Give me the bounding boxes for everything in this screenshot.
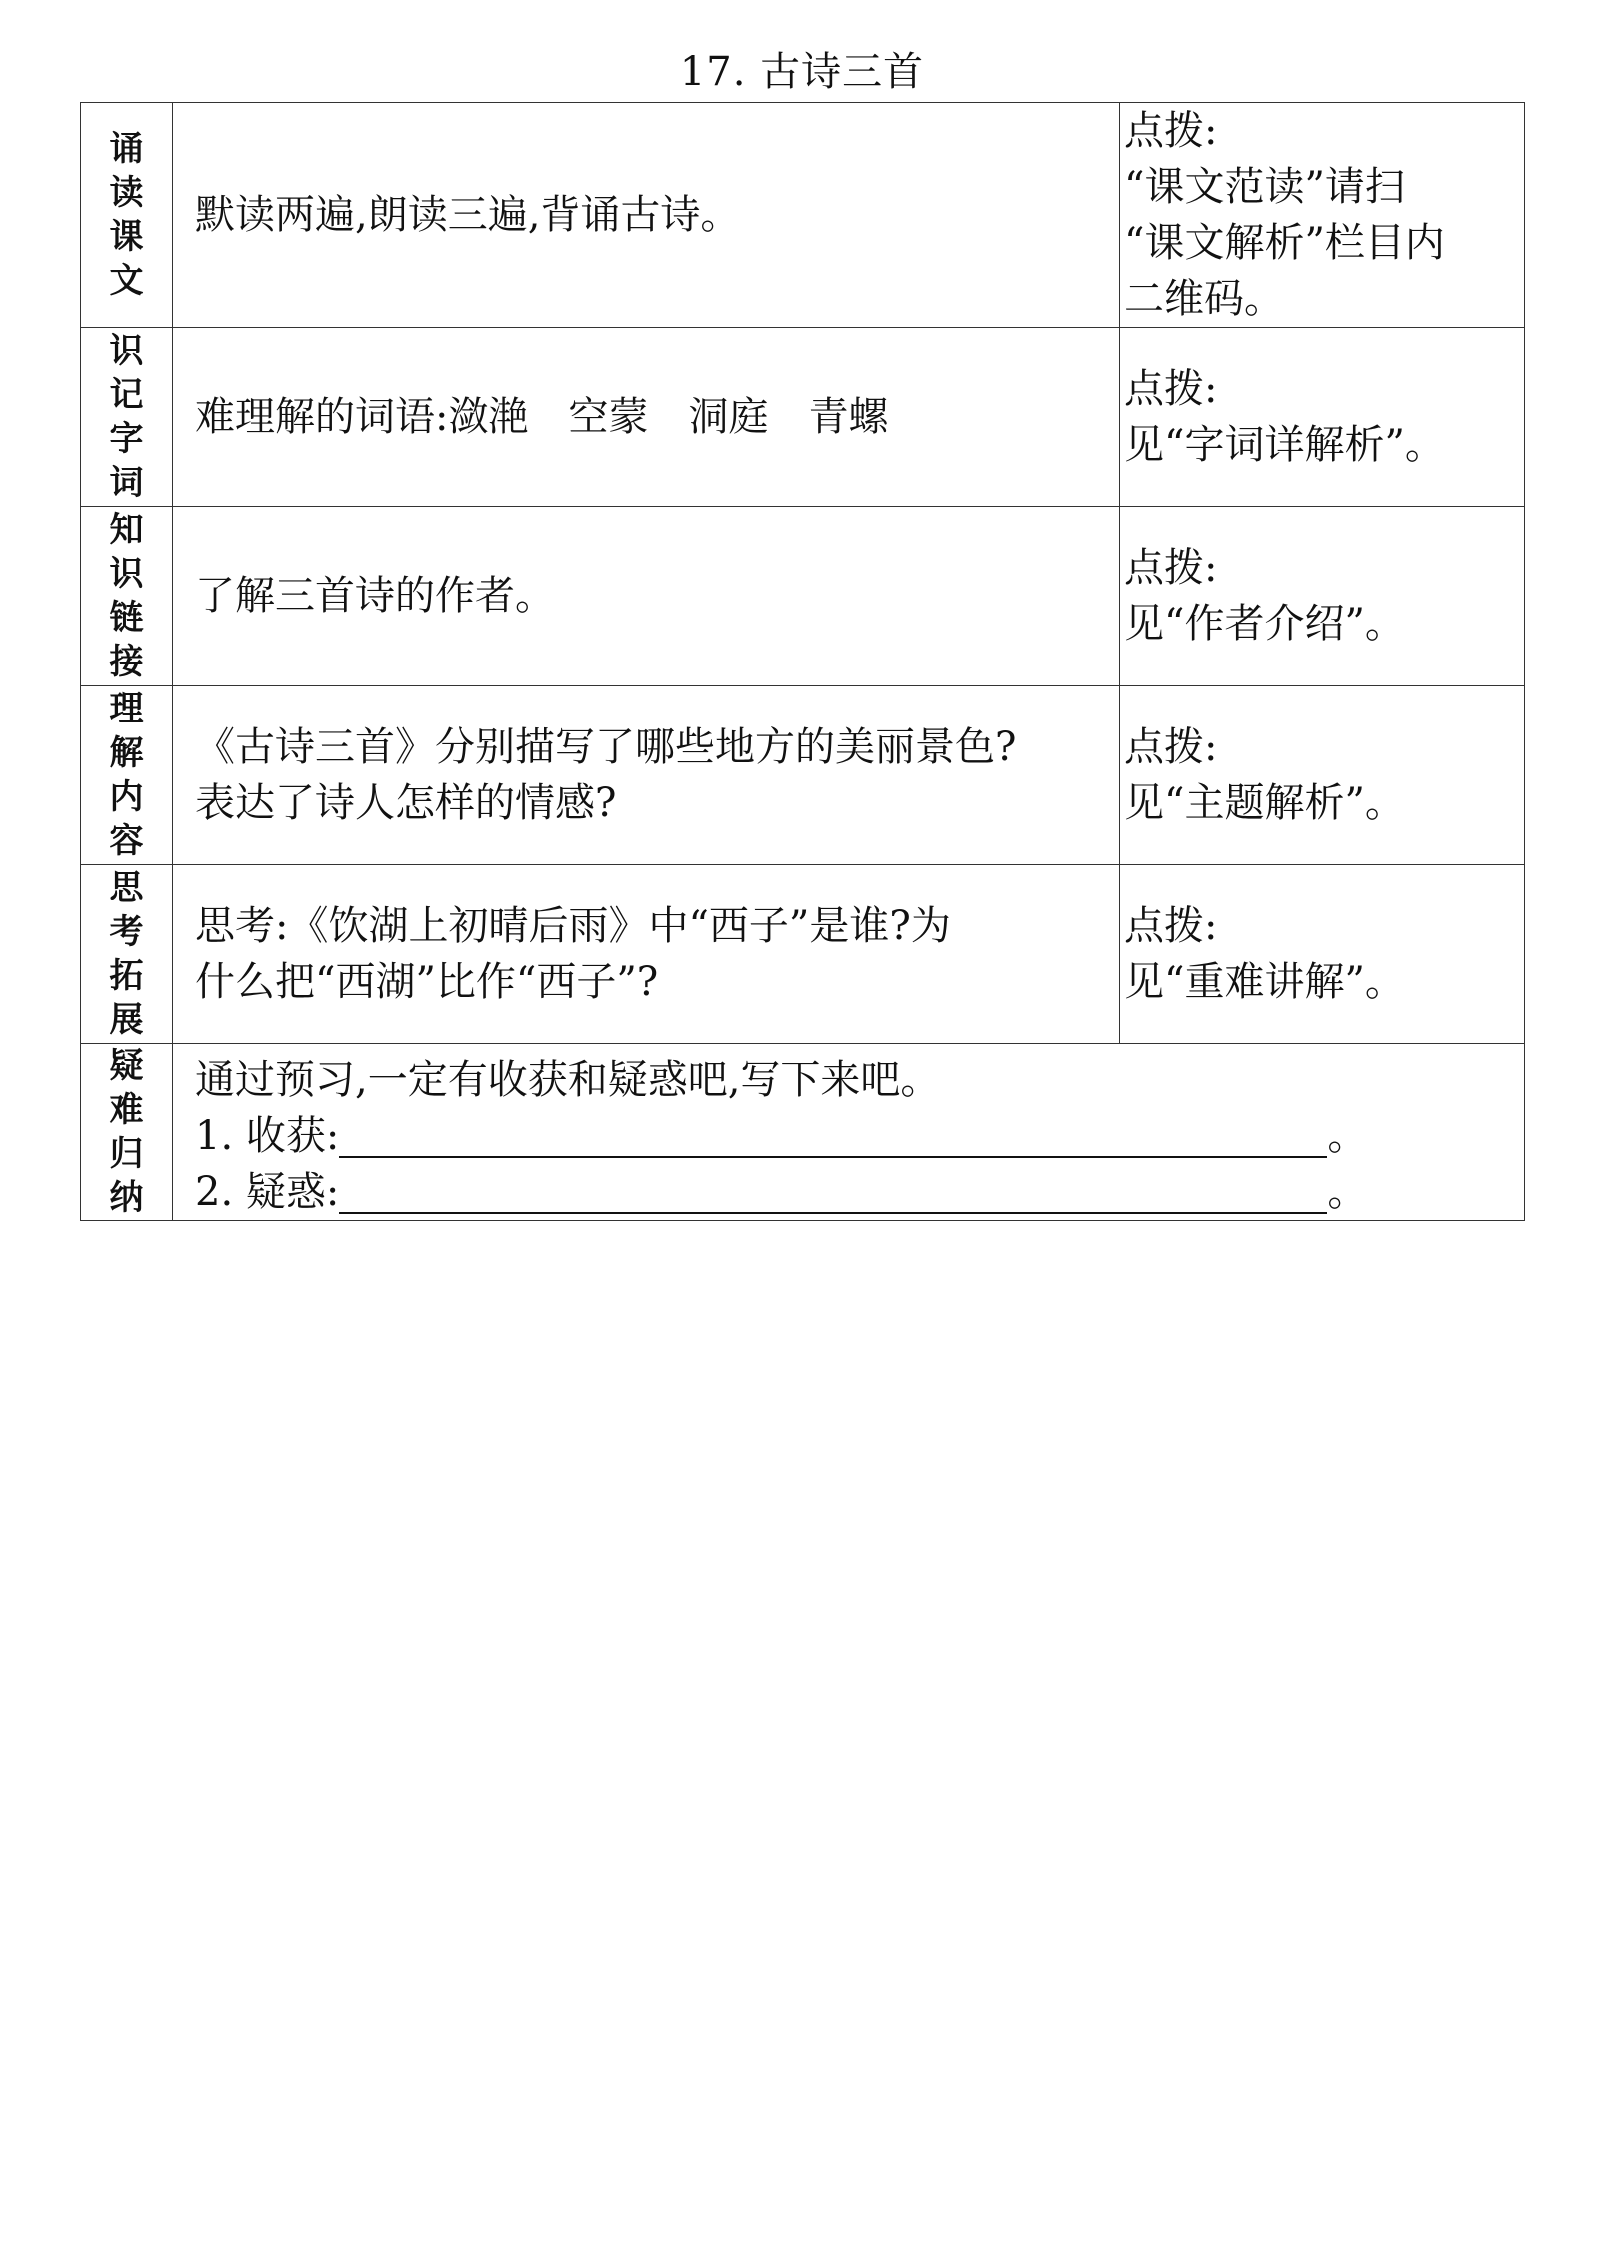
row-knowledge-link bbox=[81, 507, 1525, 686]
row-understand-content bbox=[81, 686, 1525, 865]
gain-answer-line[interactable] bbox=[339, 1112, 1327, 1158]
hint-recite: 点拨: “课文范读”请扫 “课文解析”栏目内 二维码。 bbox=[1120, 103, 1525, 328]
doubt-end-mark: 。 bbox=[1327, 1169, 1368, 1215]
doubt-answer-line[interactable] bbox=[339, 1168, 1327, 1214]
doubt-label: 2. 疑惑: bbox=[195, 1169, 340, 1215]
row-recite-text bbox=[81, 103, 1525, 328]
gain-label: 1. 收获: bbox=[195, 1113, 340, 1159]
preview-worksheet-table bbox=[80, 102, 1525, 1221]
row-summary bbox=[81, 1044, 1525, 1221]
hint-knowledge: 点拨: 见“作者介绍”。 bbox=[1120, 507, 1525, 686]
hint-understand: 点拨: 见“主题解析”。 bbox=[1120, 686, 1525, 865]
task-recite: 默读两遍,朗读三遍,背诵古诗。 bbox=[173, 103, 1120, 328]
section-label-understand: 理 解 内 容 bbox=[81, 686, 173, 865]
section-label-words: 识 记 字 词 bbox=[81, 328, 173, 507]
hint-think: 点拨: 见“重难讲解”。 bbox=[1120, 865, 1525, 1044]
section-label-summary: 疑 难 归 纳 bbox=[81, 1044, 173, 1221]
task-knowledge: 了解三首诗的作者。 bbox=[173, 507, 1120, 686]
doubt-row bbox=[195, 1164, 1524, 1220]
task-words: 难理解的词语:潋滟 空蒙 洞庭 青螺 bbox=[173, 328, 1120, 507]
section-label-think: 思 考 拓 展 bbox=[81, 865, 173, 1044]
task-understand: 《古诗三首》分别描写了哪些地方的美丽景色? 表达了诗人怎样的情感? bbox=[173, 686, 1120, 865]
section-label-recite: 诵 读 课 文 bbox=[81, 103, 173, 328]
hint-words: 点拨: 见“字词详解析”。 bbox=[1120, 328, 1525, 507]
section-label-knowledge: 知 识 链 接 bbox=[81, 507, 173, 686]
summary-intro: 通过预习,一定有收获和疑惑吧,写下来吧。 bbox=[195, 1057, 941, 1103]
gain-end-mark: 。 bbox=[1327, 1113, 1368, 1159]
page-title: 17. 古诗三首 bbox=[679, 49, 925, 95]
row-memorize-words bbox=[81, 328, 1525, 507]
gain-row bbox=[195, 1108, 1524, 1164]
row-think-extend bbox=[81, 865, 1525, 1044]
task-think: 思考:《饮湖上初晴后雨》中“西子”是谁?为 什么把“西湖”比作“西子”? bbox=[173, 865, 1120, 1044]
task-summary bbox=[173, 1044, 1525, 1221]
